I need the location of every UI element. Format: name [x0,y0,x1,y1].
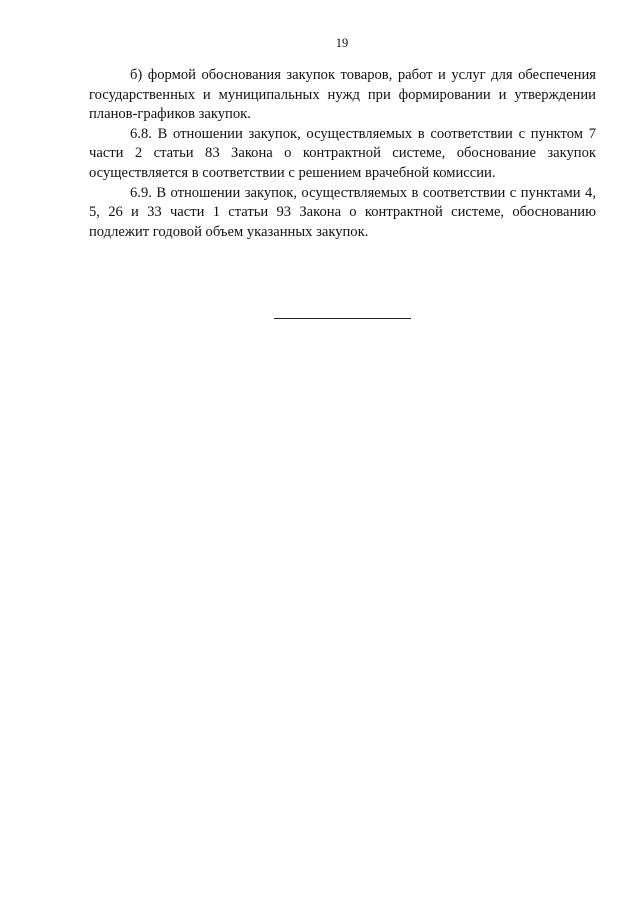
page-number: 19 [335,36,349,50]
paragraph-6-8: 6.8. В отношении закупок, осуществляемых в соответствии с пунктом 7 части 2 статьи 83 Закона о контрактной системе, обоснование закупок осуществляется в соответствии с решением врачебной комиссии. [89,125,596,181]
end-divider-line [274,318,411,319]
paragraph-b: б) формой обоснования закупок товаров, работ и услуг для обеспечения государственных и муниципальных нужд при формировании и утверждении планов-графиков закупок. [89,67,596,123]
document-body [89,66,596,242]
paragraph-6-9: 6.9. В отношении закупок, осуществляемых в соответствии с пунктами 4, 5, 26 и 33 части 1 статьи 93 Закона о контрактной системе, обоснованию подлежит годовой объем указанных закупок. [89,184,596,240]
